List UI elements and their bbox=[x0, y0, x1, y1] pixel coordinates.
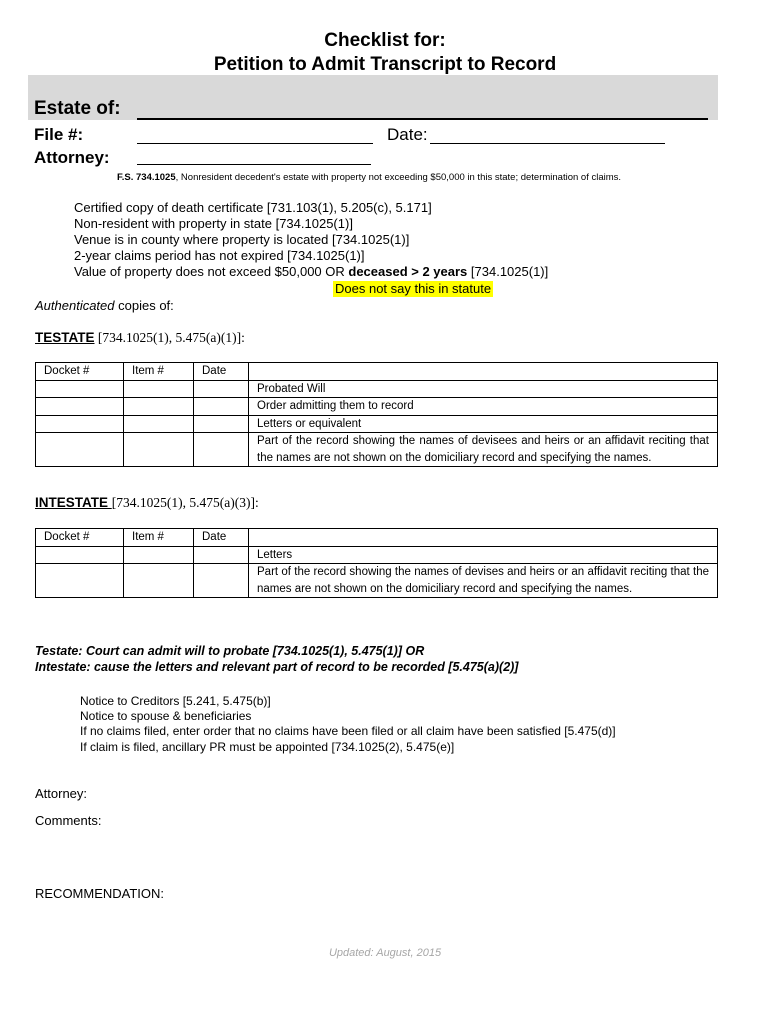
date-cell[interactable] bbox=[194, 546, 249, 564]
col-description bbox=[249, 529, 718, 547]
recommendation-label: RECOMMENDATION: bbox=[35, 886, 165, 901]
court-note-intestate: Intestate: cause the letters and relevant part of record to be recorded [5.475(a)(2)] bbox=[35, 660, 519, 674]
file-label: File #: bbox=[34, 125, 84, 144]
testate-label: TESTATE bbox=[35, 330, 95, 345]
description-cell: Letters or equivalent bbox=[249, 415, 718, 433]
notice-item: If no claims filed, enter order that no claims have been filed or all claim have been satisfied [5.475(d)] bbox=[80, 724, 616, 738]
notice-item: If claim is filed, ancillary PR must be appointed [734.1025(2), 5.475(e)] bbox=[80, 740, 455, 754]
table-row bbox=[36, 546, 718, 564]
highlight-note: Does not say this in statute bbox=[335, 281, 492, 296]
attorney-footer-label: Attorney: bbox=[35, 786, 88, 801]
item-cell[interactable] bbox=[124, 398, 194, 416]
court-note-testate: Testate: Court can admit will to probate [734.1025(1), 5.475(1)] OR bbox=[35, 644, 425, 658]
date-cell[interactable] bbox=[194, 380, 249, 398]
docket-cell[interactable] bbox=[36, 398, 124, 416]
statute-code: F.S. 734.1025 bbox=[117, 172, 176, 183]
intestate-citation: [734.1025(1), 5.475(a)(3)]: bbox=[111, 495, 259, 510]
authenticated-word: Authenticated bbox=[35, 298, 115, 313]
item-cell[interactable] bbox=[124, 564, 194, 598]
criterion-value bbox=[74, 264, 548, 280]
item-cell[interactable] bbox=[124, 546, 194, 564]
table-header-row bbox=[36, 363, 718, 381]
file-number-field[interactable] bbox=[137, 143, 373, 144]
description-cell: Letters bbox=[249, 546, 718, 564]
docket-cell[interactable] bbox=[36, 564, 124, 598]
value-bold: deceased > 2 years bbox=[348, 264, 468, 279]
col-item: Item # bbox=[124, 363, 194, 381]
col-date: Date bbox=[194, 529, 249, 547]
table-header-row bbox=[36, 529, 718, 547]
criterion-item: Venue is in county where property is located [734.1025(1)] bbox=[74, 232, 410, 247]
title-line-2: Petition to Admit Transcript to Record bbox=[213, 54, 557, 75]
table-row bbox=[36, 398, 718, 416]
intestate-label: INTESTATE bbox=[35, 495, 112, 510]
col-item: Item # bbox=[124, 529, 194, 547]
col-docket: Docket # bbox=[36, 529, 124, 547]
col-description bbox=[249, 363, 718, 381]
attorney-field[interactable] bbox=[137, 164, 371, 165]
docket-cell[interactable] bbox=[36, 546, 124, 564]
description-cell: Order admitting them to record bbox=[249, 398, 718, 416]
notice-item: Notice to Creditors [5.241, 5.475(b)] bbox=[80, 694, 271, 708]
table-row bbox=[36, 433, 718, 467]
criterion-item: 2-year claims period has not expired [734.1025(1)] bbox=[74, 248, 365, 263]
date-label: Date: bbox=[387, 125, 428, 144]
testate-table bbox=[35, 362, 718, 467]
table-row bbox=[36, 415, 718, 433]
authenticated-rest: copies of: bbox=[114, 298, 174, 313]
date-cell[interactable] bbox=[194, 415, 249, 433]
table-row bbox=[36, 564, 718, 598]
value-prefix: Value of property does not exceed $50,000 OR bbox=[74, 264, 349, 279]
attorney-label: Attorney: bbox=[34, 148, 110, 167]
value-suffix: [734.1025(1)] bbox=[467, 264, 549, 279]
date-field[interactable] bbox=[430, 143, 665, 144]
criterion-item: Non-resident with property in state [734.1025(1)] bbox=[74, 216, 353, 231]
intestate-heading bbox=[35, 495, 259, 511]
docket-cell[interactable] bbox=[36, 433, 124, 467]
docket-cell[interactable] bbox=[36, 415, 124, 433]
title-line-1: Checklist for: bbox=[324, 30, 446, 51]
comments-label: Comments: bbox=[35, 813, 102, 828]
criterion-item: Certified copy of death certificate [731.103(1), 5.205(c), 5.171] bbox=[74, 200, 432, 215]
date-cell[interactable] bbox=[194, 564, 249, 598]
docket-cell[interactable] bbox=[36, 380, 124, 398]
estate-band bbox=[28, 75, 718, 120]
table-row bbox=[36, 380, 718, 398]
date-cell[interactable] bbox=[194, 433, 249, 467]
statute-text: , Nonresident decedent's estate with property not exceeding $50,000 in this state; determination of claims. bbox=[175, 172, 622, 183]
notice-item: Notice to spouse & beneficiaries bbox=[80, 709, 252, 723]
statute-note bbox=[117, 172, 621, 183]
col-date: Date bbox=[194, 363, 249, 381]
col-docket: Docket # bbox=[36, 363, 124, 381]
intestate-table bbox=[35, 528, 718, 598]
description-cell: Part of the record showing the names of devisees and heirs or an affidavit reciting that the names are not shown on the domiciliary record and specifying the names. bbox=[249, 433, 718, 467]
testate-heading bbox=[35, 330, 245, 346]
testate-citation: [734.1025(1), 5.475(a)(1)]: bbox=[94, 330, 245, 345]
authenticated-copies bbox=[35, 298, 174, 313]
description-cell: Probated Will bbox=[249, 380, 718, 398]
item-cell[interactable] bbox=[124, 380, 194, 398]
description-cell: Part of the record showing the names of devises and heirs or an affidavit reciting that the names are not shown on the domiciliary record and specifying the names. bbox=[249, 564, 718, 598]
item-cell[interactable] bbox=[124, 433, 194, 467]
item-cell[interactable] bbox=[124, 415, 194, 433]
estate-label: Estate of: bbox=[34, 98, 121, 119]
date-cell[interactable] bbox=[194, 398, 249, 416]
updated-date: Updated: August, 2015 bbox=[328, 947, 442, 959]
estate-field[interactable] bbox=[137, 118, 708, 120]
